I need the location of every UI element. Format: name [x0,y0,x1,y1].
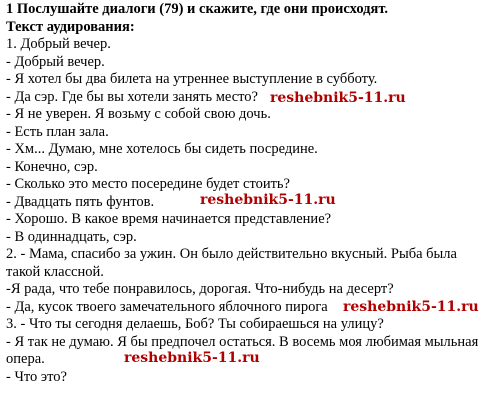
dialogue-line: - Что это? [6,368,67,385]
section-subheading: Текст аудирования: [6,18,135,35]
watermark: reshebnik5-11.ru [200,191,336,208]
dialogue-line-text: опера. [6,351,45,367]
dialogue-line: -Я рада, что тебе понравилось, дорогая. Что-нибудь на десерт? [6,281,394,297]
document-body [6,1,498,386]
dialogue-line-with-watermark [6,191,498,212]
dialogue-line-with-watermark [6,89,498,107]
dialogue-line: 3. - Что ты сегодня делаешь, Боб? Ты собираешься на улицу? [6,316,384,332]
dialogue-line: - В одиннадцать, сэр. [6,228,137,245]
dialogue-line-with-watermark [6,351,498,369]
dialogue-line-text: - Да, кусок твоего замечательного яблочного пирога [6,298,328,315]
dialogue-line: - Я так не думаю. Я бы предпочел остаться. В восемь моя любимая мыльная [6,333,479,350]
dialogue-line-text: - Да сэр. Где бы вы хотели занять место? [6,88,258,105]
dialogue-line: - Добрый вечер. [6,53,105,70]
watermark: reshebnik5-11.ru [270,89,406,106]
dialogue-line: - Есть план зала. [6,123,109,140]
dialogue-line: - Я не уверен. Я возьму с собой свою дочь. [6,106,271,122]
dialogue-line-with-watermark [6,299,498,317]
dialogue-line: - Хорошо. В какое время начинается представление? [6,211,332,227]
dialogue-line: - Конечно, сэр. [6,158,98,175]
dialogue-line: такой классной. [6,263,104,280]
dialogue-line: - Сколько это место посередине будет стоить? [6,176,290,192]
watermark: reshebnik5-11.ru [343,298,479,315]
dialogue-line: - Хм... Думаю, мне хотелось бы сидеть посредине. [6,141,318,157]
dialogue-line: 2. - Мама, спасибо за ужин. Он было действительно вкусный. Рыба была [6,246,457,262]
watermark: reshebnik5-11.ru [124,350,260,366]
dialogue-line: 1. Добрый вечер. [6,36,111,52]
dialogue-line-text: - Двадцать пять фунтов. [6,193,155,210]
exercise-heading: 1 Послушайте диалоги (79) и скажите, где они происходят. [6,1,389,17]
dialogue-line: - Я хотел бы два билета на утреннее выступление в субботу. [6,71,378,87]
